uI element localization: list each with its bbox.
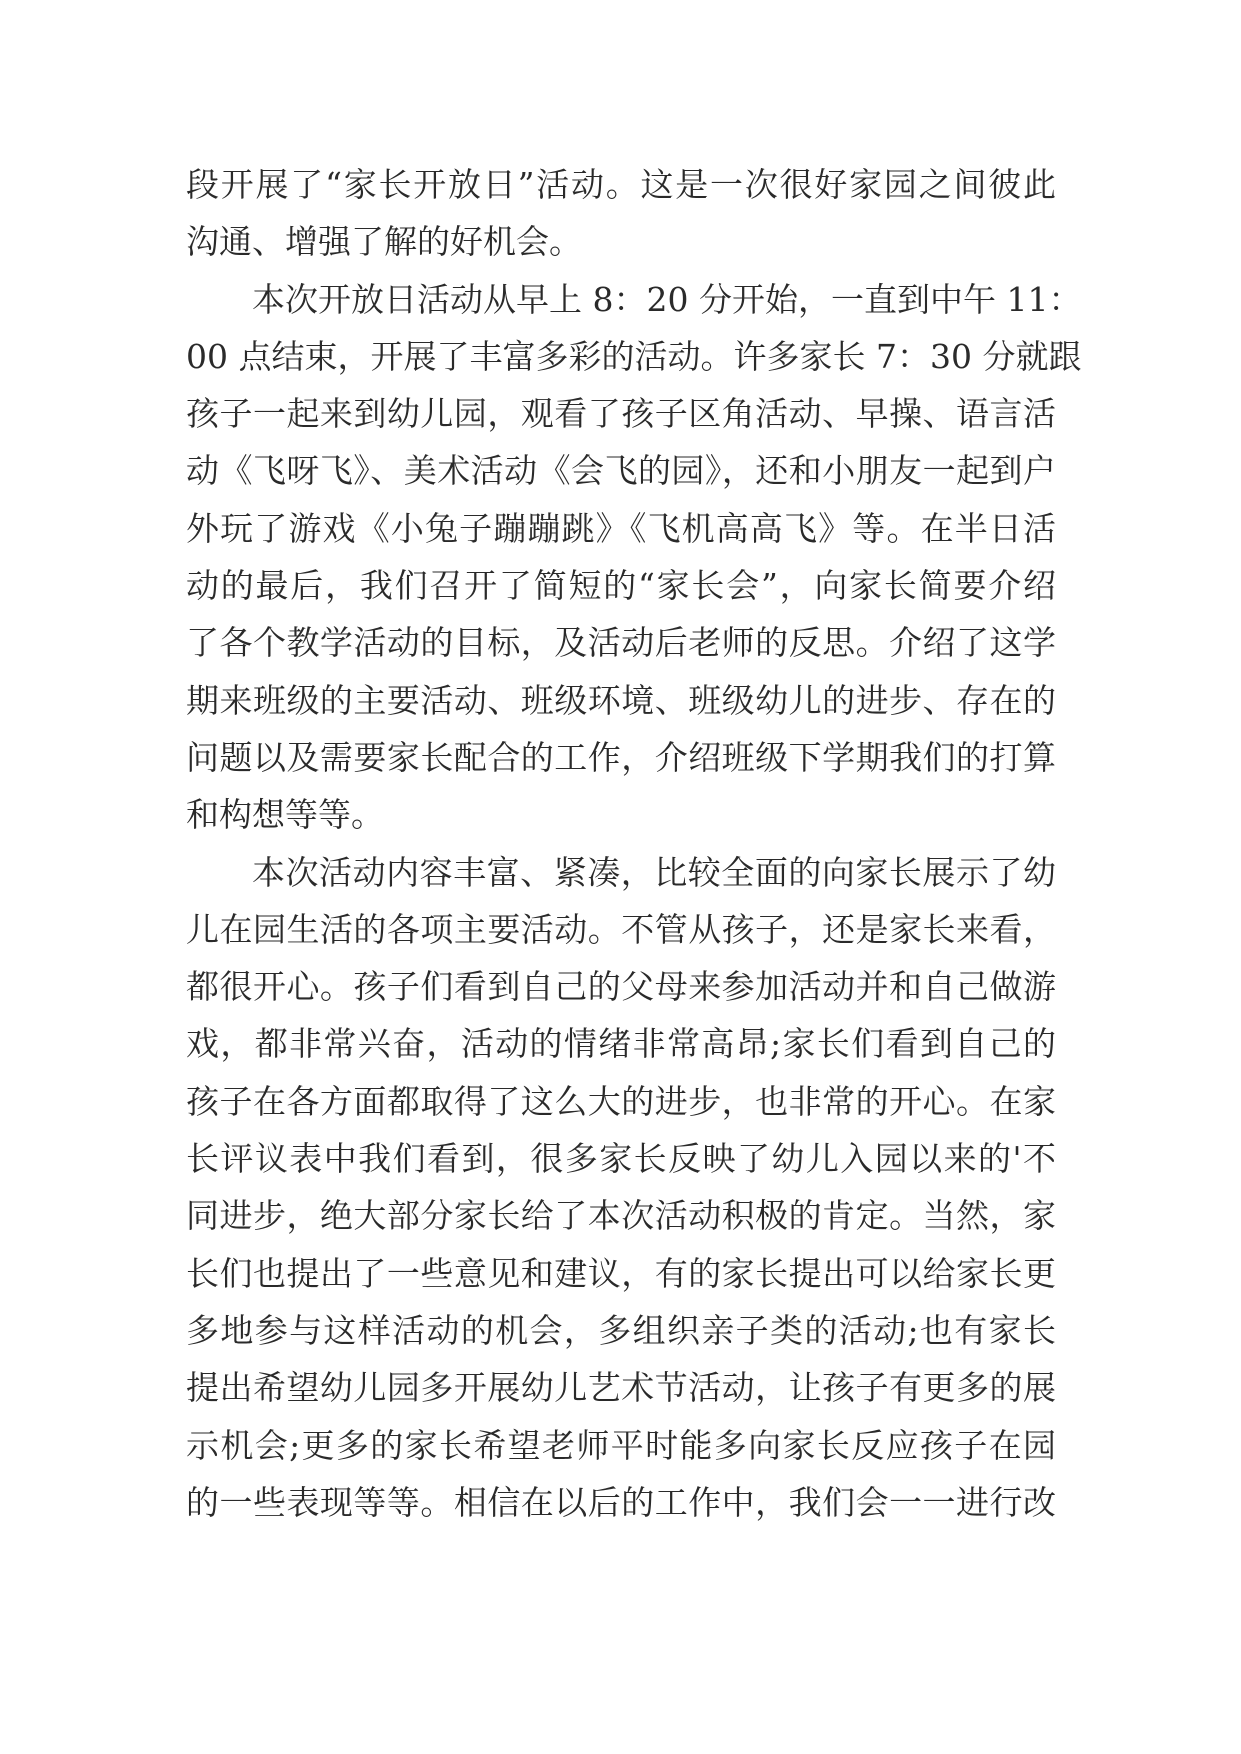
text-line: 长们也提出了一些意见和建议，有的家长提出可以给家长更 — [186, 1253, 1056, 1293]
text-line: 戏，都非常兴奋，活动的情绪非常高昂;家长们看到自己的 — [186, 1024, 1056, 1064]
text-line: 都很开心。孩子们看到自己的父母来参加活动并和自己做游 — [186, 967, 1056, 1007]
text-line: 示机会;更多的家长希望老师平时能多向家长反应孩子在园 — [186, 1425, 1056, 1465]
text-line: 提出希望幼儿园多开展幼儿艺术节活动，让孩子有更多的展 — [186, 1368, 1056, 1408]
text-line: 问题以及需要家长配合的工作，介绍班级下学期我们的打算 — [186, 737, 1056, 777]
text-line: 多地参与这样活动的机会，多组织亲子类的活动;也有家长 — [186, 1310, 1056, 1350]
text-line: 孩子一起来到幼儿园，观看了孩子区角活动、早操、语言活 — [186, 394, 1056, 434]
text-line: 本次活动内容丰富、紧凑，比较全面的向家长展示了幼 — [252, 852, 1056, 892]
text-line: 和构想等等。 — [186, 795, 384, 835]
text-line: 动《飞呀飞》、美术活动《会飞的园》，还和小朋友一起到户 — [186, 451, 1056, 491]
text-line: 长评议表中我们看到，很多家长反映了幼儿入园以来的'不 — [186, 1139, 1056, 1179]
body-text — [186, 156, 1082, 1531]
text-line: 动的最后，我们召开了简短的“家长会”，向家长简要介绍 — [186, 566, 1056, 606]
text-line: 同进步，绝大部分家长给了本次活动积极的肯定。当然，家 — [186, 1196, 1056, 1236]
text-line: 的一些表现等等。相信在以后的工作中，我们会一一进行改 — [186, 1482, 1056, 1522]
text-line: 期来班级的主要活动、班级环境、班级幼儿的进步、存在的 — [186, 680, 1056, 720]
text-line: 儿在园生活的各项主要活动。不管从孩子，还是家长来看， — [186, 909, 1056, 949]
text-line: 外玩了游戏《小兔子蹦蹦跳》《飞机高高飞》等。在半日活 — [186, 508, 1056, 548]
text-line: 本次开放日活动从早上 8：20 分开始，一直到中午 11： — [252, 279, 1082, 319]
text-line: 段开展了“家长开放日”活动。这是一次很好家园之间彼此 — [186, 165, 1056, 204]
text-line: 00 点结束，开展了丰富多彩的活动。许多家长 7：30 分就跟 — [186, 336, 1082, 376]
text-line: 沟通、增强了解的好机会。 — [186, 222, 582, 262]
text-line: 了各个教学活动的目标，及活动后老师的反思。介绍了这学 — [186, 623, 1056, 663]
text-line: 孩子在各方面都取得了这么大的进步，也非常的开心。在家 — [186, 1081, 1056, 1121]
